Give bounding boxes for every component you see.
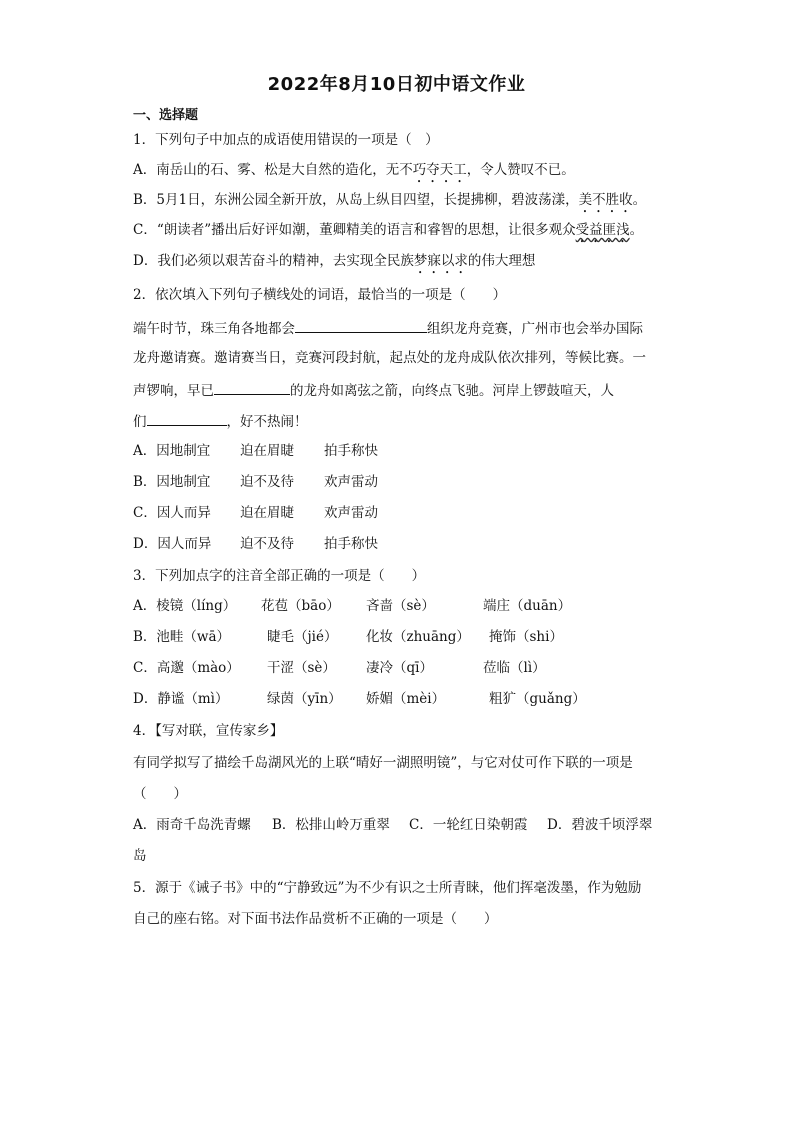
q2-passage-line-2: 龙舟邀请赛。邀请赛当日，竞赛河段封航，起点处的龙舟成队依次排列，等候比赛。一 — [133, 350, 646, 366]
q1-a-marked: 巧夺天工 — [412, 162, 467, 178]
q2-blank-2 — [214, 380, 290, 395]
q4-line-2: （ ） — [133, 786, 187, 802]
q2-option-d: D．因人而异 迫不及待 拍手称快 — [133, 536, 378, 552]
q2-option-a: A．因地制宜 迫在眉睫 拍手称快 — [133, 443, 378, 459]
q1-option-b: B．5月1日，东洲公园全新开放，从岛上纵目四望，长提拂柳，碧波荡漾，美不胜收。 — [133, 192, 647, 208]
page-title: 2022年8月10日初中语文作业 — [267, 74, 526, 95]
q2-passage-line-4: 们 ，好不热闹！ — [133, 411, 308, 431]
q2-option-c: C．因人而异 迫在眉睫 欢声雷动 — [133, 505, 378, 521]
q2-option-b: B．因地制宜 迫不及待 欢声雷动 — [133, 474, 378, 490]
q2-blank-1 — [295, 318, 427, 333]
q2-stem: 2．依次填入下列句子横线处的词语，最恰当的一项是（ ） — [133, 287, 507, 303]
q3-option-b: B．池畦（wā） 睫毛（jié） 化妆（zhuāng） 掩饰（shi） — [133, 629, 563, 645]
q3-option-c: C．高邈（mào） 干涩（sè） 凄冷（qī） 莅临（lì） — [133, 660, 546, 676]
q1-option-d: D．我们必须以艰苦奋斗的精神，去实现全民族梦寐以求的伟大理想 — [133, 253, 536, 269]
q1-c-marked: 受益匪浅 — [575, 222, 630, 238]
q4-line-1: 有同学拟写了描绘千岛湖风光的上联“晴好一湖照明镜”，与它对仗可作下联的一项是 — [133, 755, 633, 771]
q1-option-a: A．南岳山的石、雾、松是大自然的造化，无不巧夺天工，令人赞叹不已。 — [133, 162, 575, 178]
q2-passage-line-1: 端午时节，珠三角各地都会 组织龙舟竞赛，广州市也会举办国际 — [133, 318, 643, 338]
section-heading: 一、选择题 — [133, 108, 199, 123]
q4-option-wrap: 岛 — [133, 848, 147, 864]
q1-option-c: C．“朗读者”播出后好评如潮，董卿精美的语言和睿智的思想，让很多观众受益匪浅。 — [133, 222, 644, 238]
q3-option-a: A．棱镜（líng） 花苞（bāo） 吝啬（sè） 端庄（duān） — [133, 598, 572, 614]
q3-option-d: D．静谧（mì） 绿茵（yīn） 娇媚（mèi） 粗犷（guǎng） — [133, 691, 586, 707]
q2-blank-3 — [147, 411, 227, 426]
q1-stem: 1．下列句子中加点的成语使用错误的一项是（ ） — [133, 132, 439, 148]
q1-b-marked: 美不胜收 — [578, 192, 633, 208]
q2-passage-line-3: 声锣响，早已 的龙舟如离弦之箭，向终点飞驰。河岸上锣鼓喧天，人 — [133, 380, 614, 400]
q5-line-1: 5．源于《诫子书》中的“宁静致远”为不少有识之士所青睐，他们挥毫泼墨，作为勉励 — [133, 880, 642, 896]
q5-line-2: 自己的座右铭。对下面书法作品赏析不正确的一项是（ ） — [133, 911, 498, 927]
q4-stem: 4．【写对联，宣传家乡】 — [133, 723, 284, 739]
q1-d-marked: 梦寐以求 — [413, 253, 468, 269]
q3-stem: 3．下列加点字的注音全部正确的一项是（ ） — [133, 568, 426, 584]
q4-options: A．雨奇千岛洗青螺 B．松排山岭万重翠 C．一轮红日染朝霞 D．碧波千顷浮翠 — [133, 817, 653, 833]
